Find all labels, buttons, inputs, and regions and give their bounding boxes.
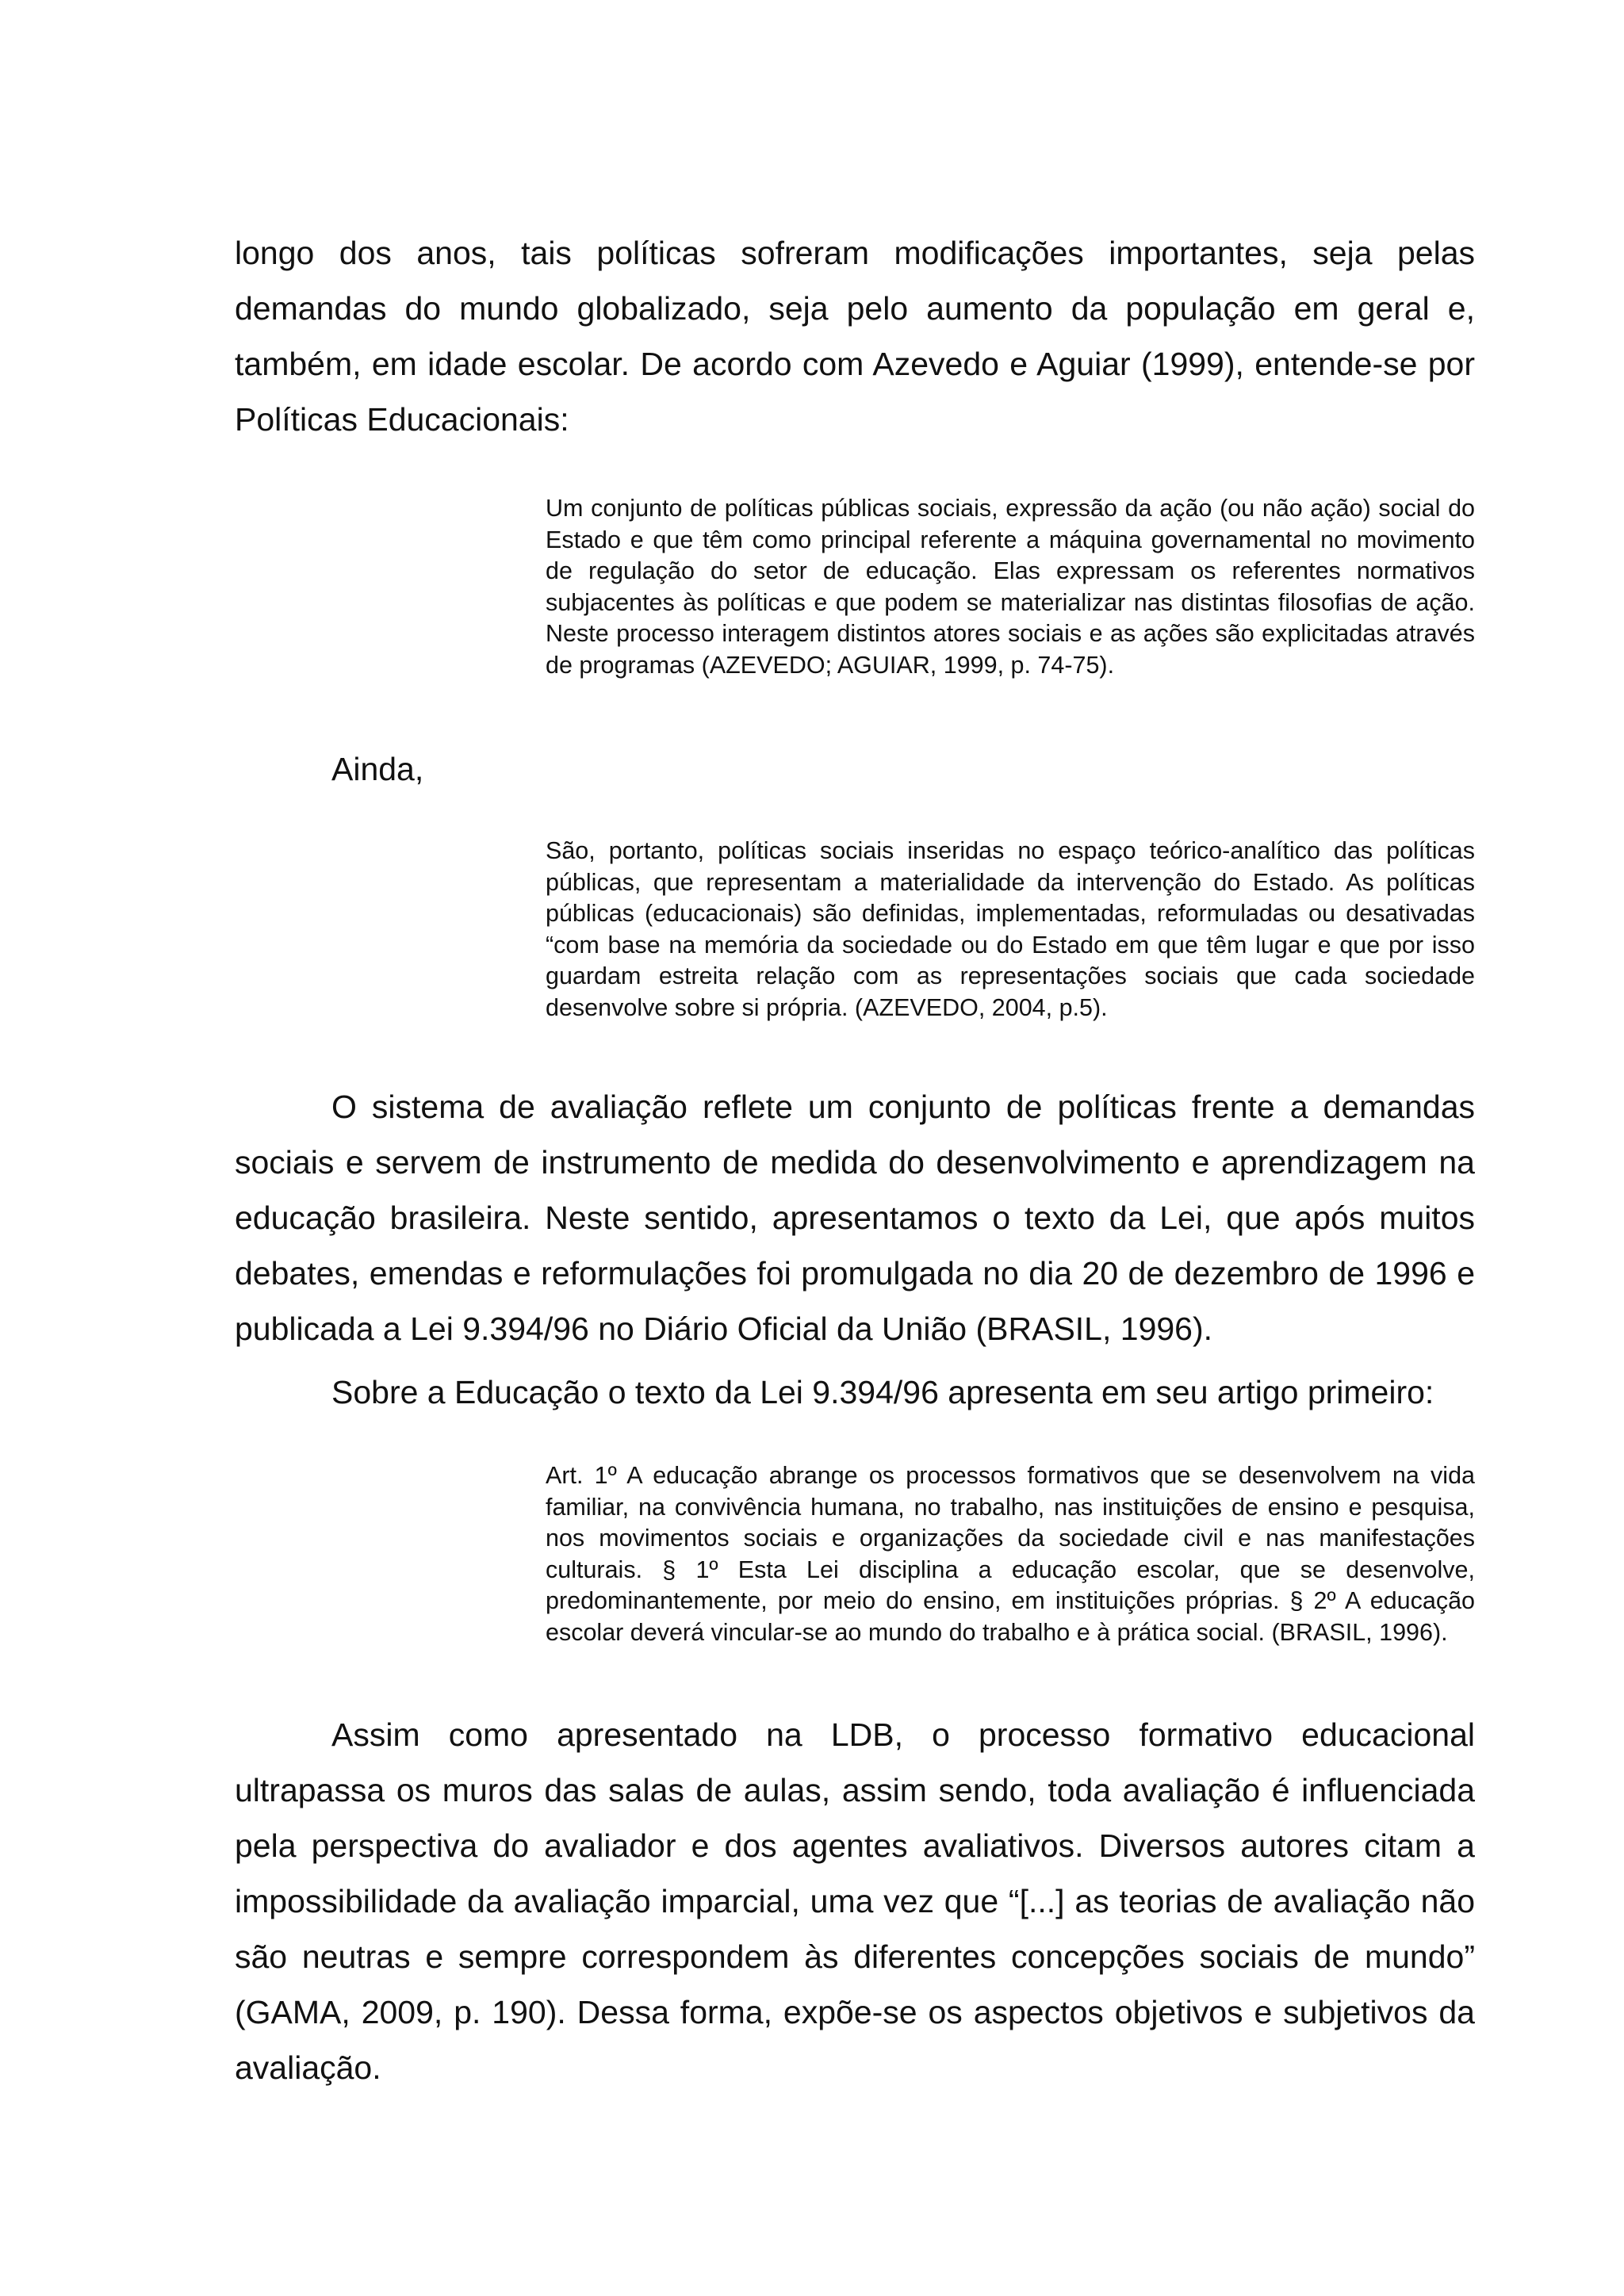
block-quote-azevedo-aguiar: Um conjunto de políticas públicas sociais, expressão da ação (ou não ação) social do Estado e que têm como principal referente a máquina governamental no movimento de regulação do setor de educação. Elas expressam os referentes normativos subjacentes às políticas e que podem se materializar nas distintas filosofias de ação. Neste processo interagem distintos atores sociais e as ações são explicitadas através de programas (AZEVEDO; AGUIAR, 1999, p. 74-75). — [546, 495, 1475, 679]
block-quote-law-article: Art. 1º A educação abrange os processos formativos que se desenvolvem na vida familiar, na convivência humana, no trabalho, nas instituições de ensino e pesquisa, nos movimentos sociais e organizações da sociedade civil e nas manifestações culturais. § 1º Esta Lei disciplina a educação escolar, que se desenvolve, predominantemente, por meio do ensino, em instituições próprias. § 2º A educação escolar deverá vincular-se ao mundo do trabalho e à prática social. (BRASIL, 1996). — [546, 1462, 1475, 1646]
block-quote-azevedo-2004: São, portanto, políticas sociais inseridas no espaço teórico-analítico das políticas públicas, que representam a materialidade da intervenção do Estado. As políticas públicas (educacionais) são definidas, implementadas, reformuladas ou desativadas “com base na memória da sociedade ou do Estado em que têm lugar e que por isso guardam estreita relação com as representações sociais que cada sociedade desenvolve sobre si própria. (AZEVEDO, 2004, p.5). — [546, 837, 1475, 1021]
paragraph-ldb-formative-process: Assim como apresentado na LDB, o processo formativo educacional ultrapassa os muros das salas de aulas, assim sendo, toda avaliação é influenciada pela perspectiva do avaliador e dos agentes avaliativos. Diversos autores citam a impossibilidade da avaliação imparcial, uma vez que “[...] as teorias de avaliação não são neutras e sempre correspondem às diferentes concepções sociais de mundo” (GAMA, 2009, p. 190). Dessa forma, expõe-se os aspectos objetivos e subjetivos da avaliação. — [235, 1716, 1475, 2086]
paragraph-law-article-intro: Sobre a Educação o texto da Lei 9.394/96 apresenta em seu artigo primeiro: — [331, 1374, 1434, 1410]
paragraph-policies-intro: longo dos anos, tais políticas sofreram modificações importantes, seja pelas demandas do mundo globalizado, seja pelo aumento da população em geral e, também, em idade escolar. De acordo com Azevedo e Aguiar (1999), entende-se por Políticas Educacionais: — [235, 235, 1475, 438]
paragraph-ainda: Ainda, — [331, 751, 424, 787]
paragraph-evaluation-system: O sistema de avaliação reflete um conjunto de políticas frente a demandas sociais e servem de instrumento de medida do desenvolvimento e aprendizagem na educação brasileira. Neste sentido, apresentamos o texto da Lei, que após muitos debates, emendas e reformulações foi promulgada no dia 20 de dezembro de 1996 e publicada a Lei 9.394/96 no Diário Oficial da União (BRASIL, 1996). — [235, 1089, 1475, 1347]
